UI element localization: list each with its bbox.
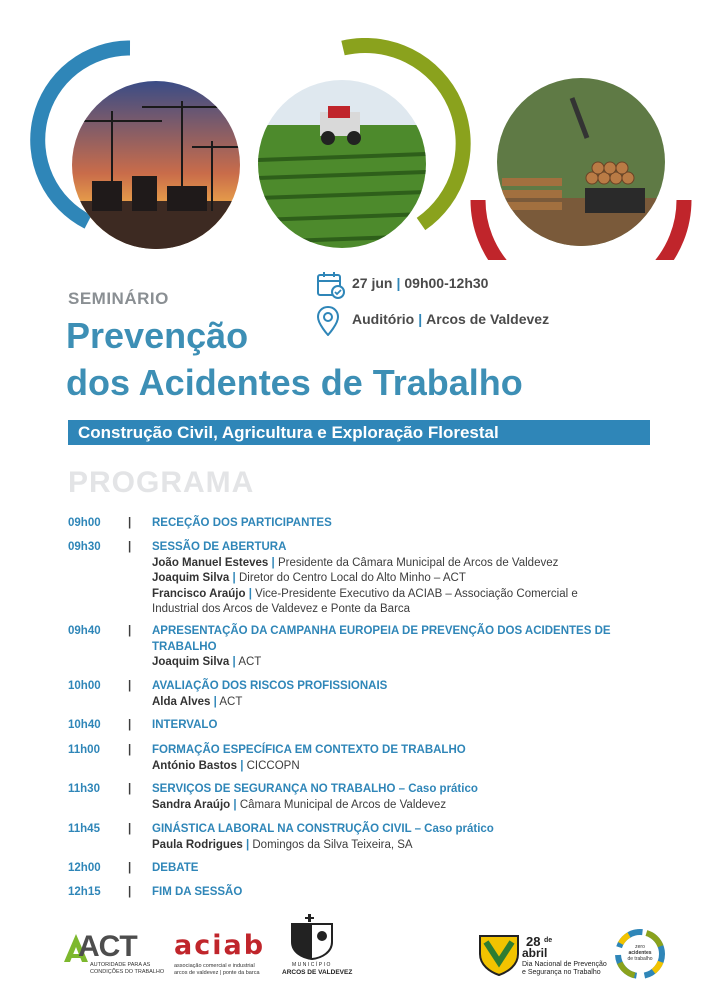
speaker-role: Domingos da Silva Teixeira, SA — [252, 838, 413, 851]
separator: | — [128, 823, 132, 835]
speaker — [152, 798, 622, 814]
separator: | — [418, 311, 423, 327]
city: Arcos de Valdevez — [426, 311, 550, 327]
speaker-name: Sandra Araújo — [152, 798, 231, 811]
speaker — [152, 587, 622, 618]
separator: | — [128, 783, 132, 795]
agriculture-photo — [258, 80, 426, 248]
program-time: 11h00 — [68, 744, 100, 756]
act-line2: CONDIÇÕES DO TRABALHO — [90, 969, 165, 975]
speaker-role: ACT — [219, 695, 243, 708]
speaker — [152, 695, 622, 711]
separator: | — [128, 517, 132, 529]
date-time — [352, 275, 488, 291]
speaker-role: CICCOPN — [246, 759, 300, 772]
municipio-logo — [282, 912, 353, 980]
aciab-mark: aciab — [174, 930, 266, 961]
program-content — [152, 885, 622, 901]
speaker-role: ACT — [238, 656, 262, 668]
aciab-logo — [174, 930, 269, 978]
separator: | — [128, 719, 132, 731]
program-time: 12h15 — [68, 886, 101, 898]
zero-line3: de trabalho — [627, 956, 653, 962]
act-mark: ACT — [78, 930, 137, 963]
program-title: RECEÇÃO DOS PARTICIPANTES — [152, 517, 332, 529]
dia-day: 28 — [526, 934, 541, 949]
location-pin-icon — [317, 306, 339, 336]
dia-line2: e Segurança no Trabalho — [522, 969, 601, 976]
subtitle-banner: Construção Civil, Agricultura e Exploração Florestal — [68, 420, 650, 445]
title-line-2: dos Acidentes de Trabalho — [66, 362, 523, 403]
place: Auditório — [352, 311, 415, 327]
separator: | — [245, 838, 250, 851]
program-title: FORMAÇÃO ESPECÍFICA EM CONTEXTO DE TRABALHO — [152, 744, 466, 756]
speaker-name: Joaquim Silva — [152, 656, 230, 668]
speaker-role: Presidente da Câmara Municipal de Arcos de Valdevez — [277, 556, 559, 569]
dia-line1: Dia Nacional de Prevenção — [522, 961, 607, 968]
zero-line2: acidentes — [628, 950, 652, 956]
separator: | — [240, 759, 244, 772]
program-content — [152, 861, 622, 877]
separator: | — [128, 744, 132, 756]
act-line1: AUTORIDADE PARA AS — [90, 962, 151, 968]
program-title: SESSÃO DE ABERTURA — [152, 541, 287, 553]
program-content — [152, 516, 622, 532]
speaker-role: Câmara Municipal de Arcos de Valdevez — [239, 798, 447, 811]
municipio-crest — [282, 912, 342, 960]
speaker-name: Alda Alves — [152, 695, 211, 708]
speaker-name: Francisco Araújo — [152, 587, 246, 600]
separator: | — [128, 886, 132, 898]
venue — [352, 311, 549, 327]
aciab-line2: arcos de valdevez | ponte da barca — [174, 970, 260, 976]
program-content — [152, 624, 622, 671]
separator: | — [396, 275, 401, 291]
dia-month: abril — [522, 946, 548, 960]
separator: | — [128, 541, 132, 553]
program-title: SERVIÇOS DE SEGURANÇA NO TRABALHO – Caso prático — [152, 783, 478, 795]
program-content — [152, 679, 622, 710]
program-time: 11h30 — [68, 783, 100, 795]
program-heading: PROGRAMA — [68, 466, 255, 499]
aciab-line1: associação comercial e industrial — [174, 963, 255, 969]
program-title: APRESENTAÇÃO DA CAMPANHA EUROPEIA DE PREVENÇÃO DOS ACIDENTES DE TRABALHO — [152, 625, 611, 653]
program-title: FIM DA SESSÃO — [152, 886, 243, 898]
program-title: DEBATE — [152, 862, 199, 874]
municipio-line2: ARCOS DE VALDEVEZ — [282, 969, 353, 976]
zero-line1: zero — [635, 944, 645, 950]
separator: | — [232, 656, 236, 668]
forestry-photo — [497, 78, 665, 246]
municipio-line1: MUNICÍPIO — [292, 962, 332, 968]
speaker — [152, 556, 622, 572]
separator: | — [271, 556, 275, 569]
program-time: 09h30 — [68, 541, 101, 553]
date: 27 jun — [352, 275, 393, 291]
program-title: AVALIAÇÃO DOS RISCOS PROFISSIONAIS — [152, 680, 388, 692]
speaker-role: Diretor do Centro Local do Alto Minho – ACT — [238, 572, 466, 584]
speaker-name: João Manuel Esteves — [152, 556, 269, 569]
separator: | — [128, 680, 132, 692]
speaker-name: António Bastos — [152, 759, 237, 772]
program-time: 09h00 — [68, 517, 101, 529]
speaker — [152, 838, 622, 854]
separator: | — [248, 587, 252, 600]
separator: | — [213, 695, 217, 708]
event-type-label: SEMINÁRIO — [68, 289, 169, 308]
separator: | — [128, 862, 132, 874]
speaker — [152, 655, 622, 671]
program-title: GINÁSTICA LABORAL NA CONSTRUÇÃO CIVIL – Caso prático — [152, 823, 494, 835]
program-content — [152, 718, 622, 734]
program-content — [152, 822, 622, 853]
program-title: INTERVALO — [152, 719, 218, 731]
dia-nacional-logo — [478, 932, 608, 982]
speaker-name: Joaquim Silva — [152, 572, 230, 584]
program-time: 11h45 — [68, 823, 100, 835]
separator: | — [233, 798, 237, 811]
separator: | — [128, 625, 132, 637]
title-line-1: Prevenção — [66, 315, 249, 356]
time-range: 09h00-12h30 — [404, 275, 489, 291]
program-content — [152, 782, 622, 813]
speaker-name: Paula Rodrigues — [152, 838, 243, 851]
zero-acidentes-logo — [614, 928, 666, 980]
act-logo — [64, 932, 164, 977]
program-time: 10h00 — [68, 680, 101, 692]
construction-photo — [72, 81, 240, 249]
speaker-role: Vice-Presidente Executivo da ACIAB – Associação Comercial e Industrial dos Arcos de Valdevez e Ponte da Barca — [152, 587, 578, 615]
speaker — [152, 571, 622, 587]
speaker — [152, 759, 622, 775]
program-content — [152, 743, 622, 774]
calendar-icon — [316, 270, 346, 300]
dia-nacional-shield — [478, 932, 520, 976]
program-time: 10h40 — [68, 719, 101, 731]
program-content — [152, 540, 622, 618]
program-time: 09h40 — [68, 625, 101, 637]
separator: | — [232, 572, 236, 584]
dia-de: de — [544, 937, 553, 944]
program-time: 12h00 — [68, 862, 101, 874]
